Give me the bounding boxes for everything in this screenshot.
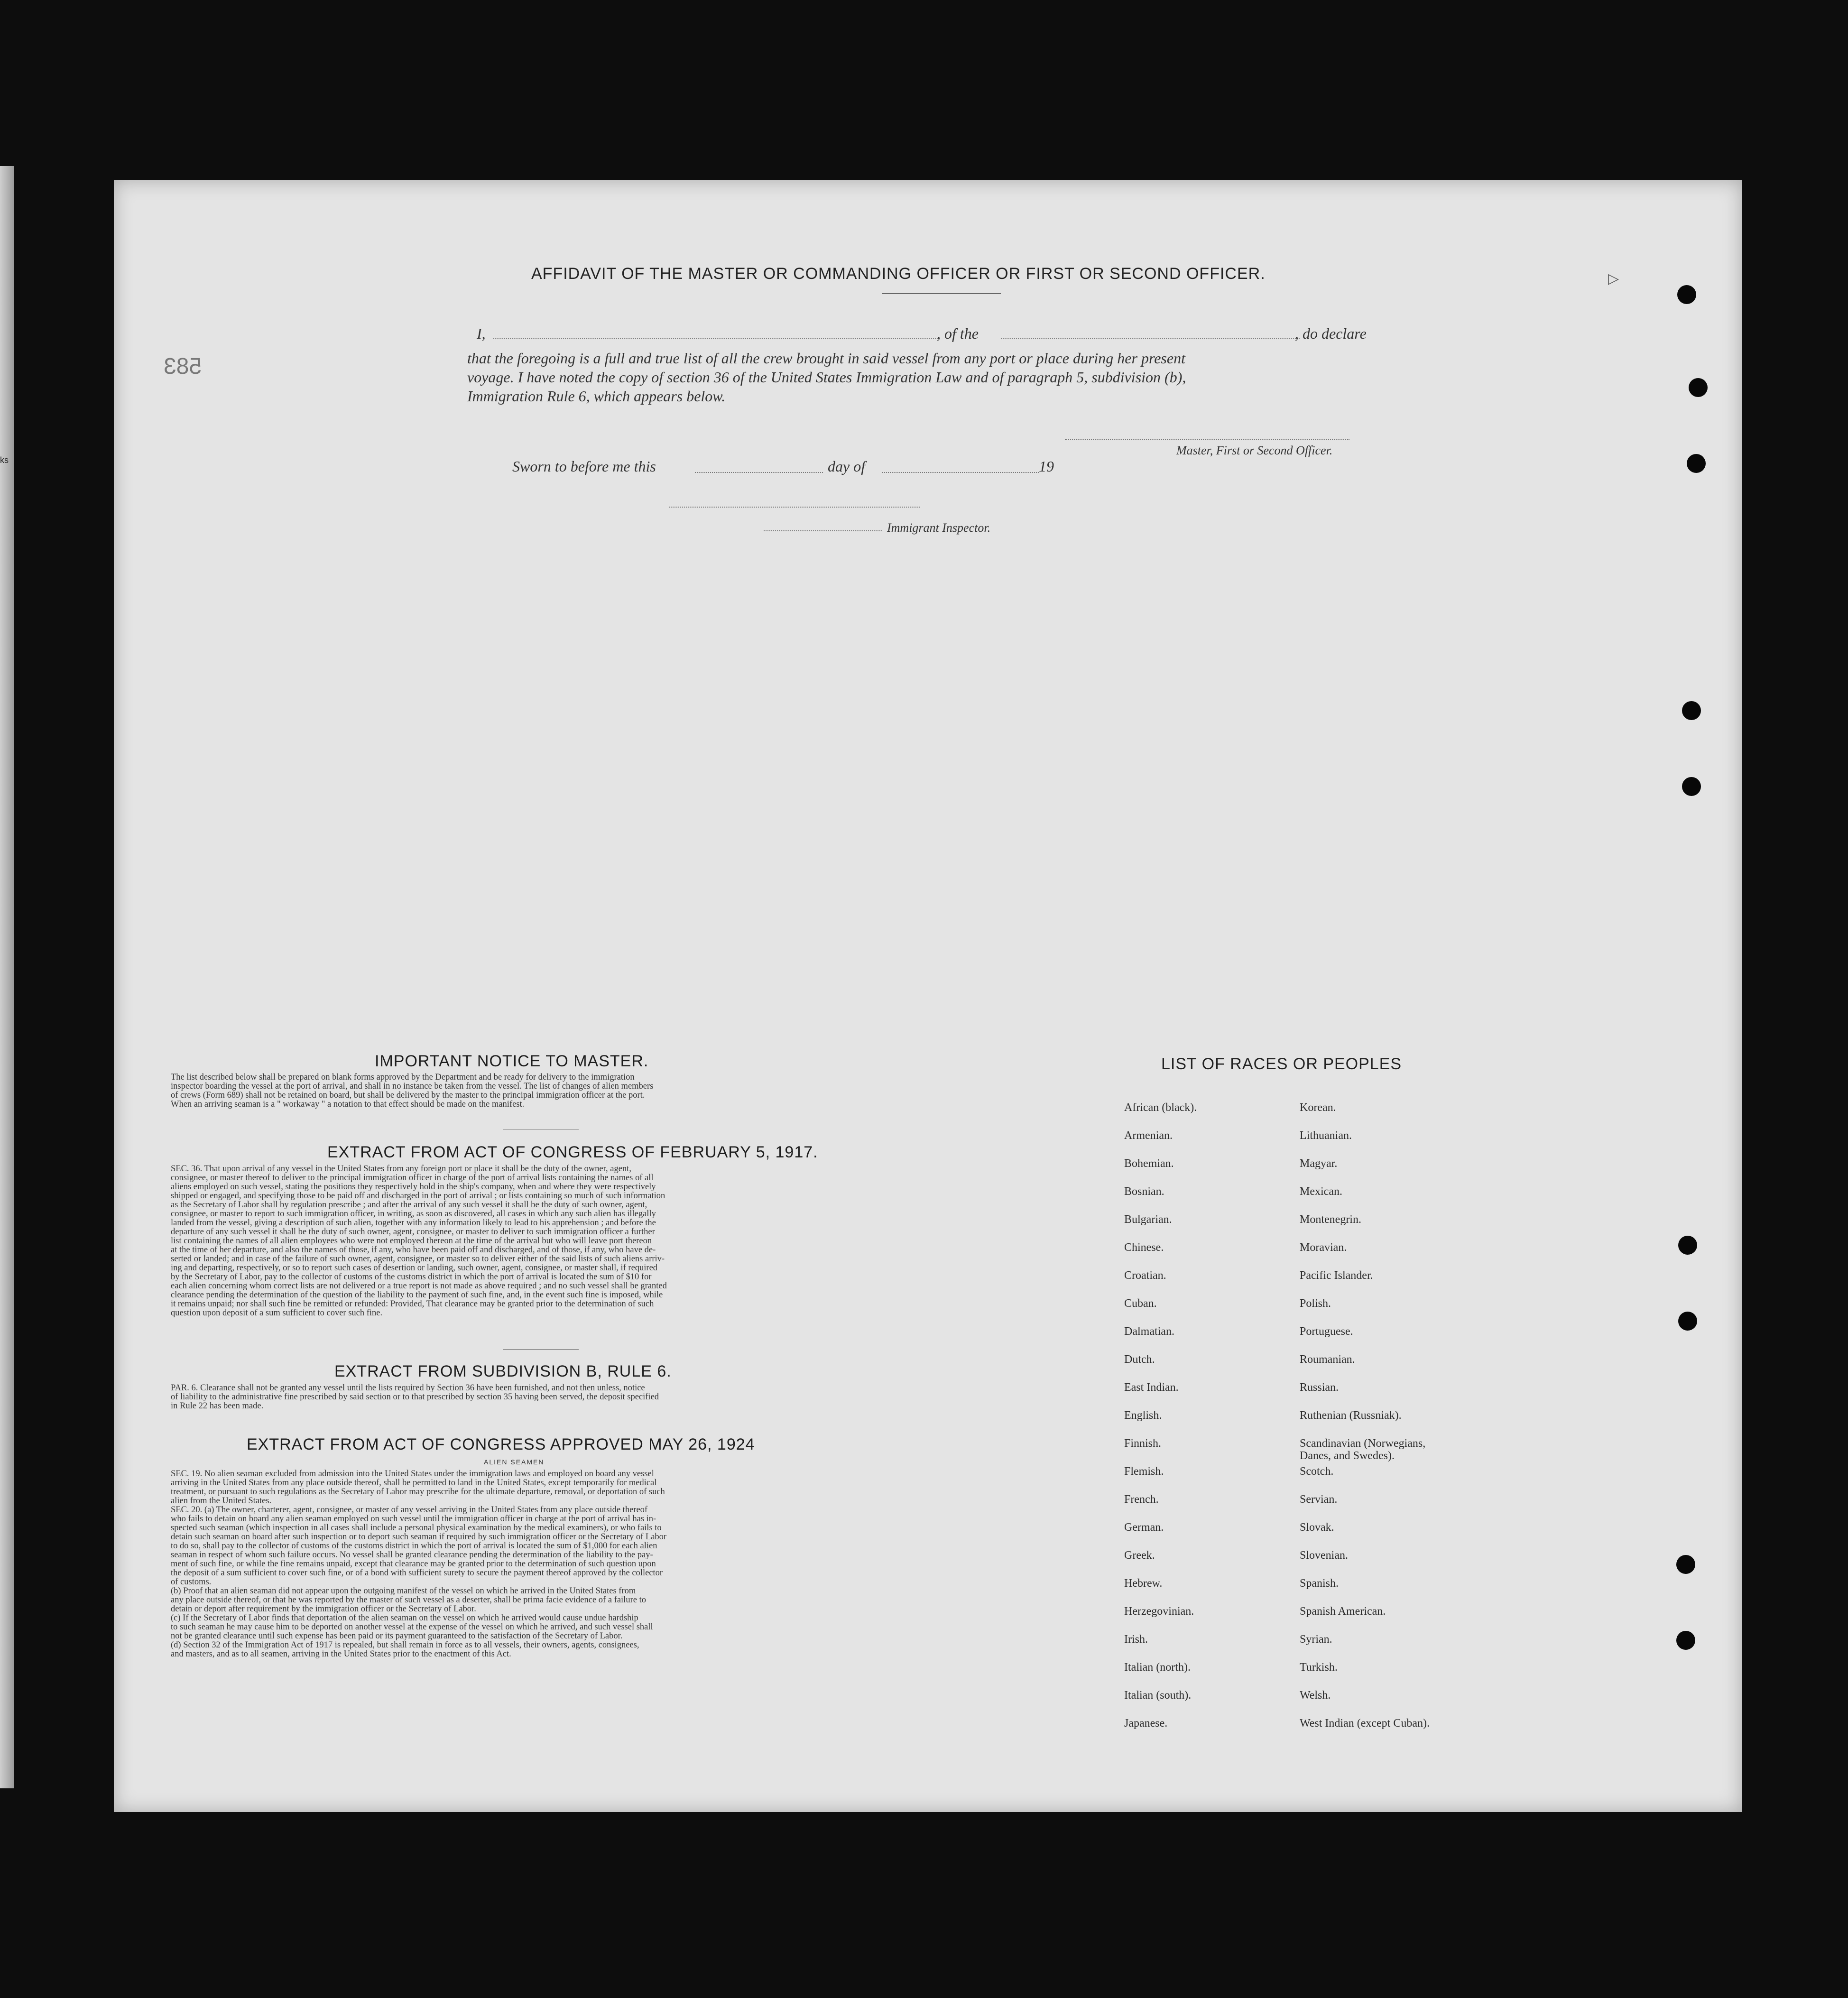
race-item: Bosnian.: [1124, 1185, 1164, 1198]
race-item: Bohemian.: [1124, 1157, 1174, 1170]
punch-hole: [1689, 378, 1708, 397]
affidavit-declare: , do declare: [1295, 325, 1367, 342]
race-item: Bulgarian.: [1124, 1213, 1172, 1226]
rule-6-body: PAR. 6. Clearance shall not be granted any vessel until the lists required by Section 36 have been furnished, and not then unless, notice of liability to the administrative fine prescribed by said section or to that prescribed by section 35 having been served, the deposit specified in Rule 22 has been made.: [171, 1383, 659, 1411]
race-item: Magyar.: [1300, 1157, 1338, 1170]
race-item: French.: [1124, 1493, 1159, 1506]
name-blank: [493, 338, 939, 339]
race-item: Cuban.: [1124, 1297, 1157, 1310]
race-item: Hebrew.: [1124, 1577, 1163, 1590]
master-signature-line: [1065, 439, 1349, 440]
adjacent-page-text: ks: [0, 455, 9, 465]
inspector-line-upper: [669, 507, 920, 508]
inspector-line: [764, 530, 882, 531]
race-item: Armenian.: [1124, 1129, 1173, 1142]
race-item: Korean.: [1300, 1101, 1336, 1114]
race-item: Syrian.: [1300, 1633, 1332, 1646]
race-item: Japanese.: [1124, 1717, 1168, 1730]
races-title: LIST OF RACES OR PEOPLES: [1161, 1055, 1402, 1073]
race-item: Russian.: [1300, 1381, 1339, 1394]
page-number-stamp: 583: [164, 354, 202, 379]
race-item: English.: [1124, 1409, 1162, 1422]
race-item: Herzegovinian.: [1124, 1605, 1194, 1618]
master-signature-label: Master, First or Second Officer.: [1176, 444, 1333, 457]
race-item: German.: [1124, 1521, 1164, 1534]
race-item: Chinese.: [1124, 1241, 1164, 1254]
rule-6-title: EXTRACT FROM SUBDIVISION B, RULE 6.: [334, 1362, 672, 1380]
punch-hole: [1676, 1555, 1695, 1574]
race-item: Slovenian.: [1300, 1549, 1348, 1562]
affidavit-line-4: Immigration Rule 6, which appears below.: [467, 388, 726, 405]
race-item: Italian (south).: [1124, 1689, 1192, 1702]
affidavit-of-the: , of the: [937, 325, 979, 342]
affidavit-line-3: voyage. I have noted the copy of section 36 of the United States Immigration Law and of paragraph 5, subdivision (b),: [467, 369, 1186, 386]
extract-1917-divider: [503, 1349, 579, 1350]
race-item: Spanish American.: [1300, 1605, 1386, 1618]
affidavit-title: AFFIDAVIT OF THE MASTER OR COMMANDING OFFICER OR FIRST OR SECOND OFFICER.: [531, 265, 1266, 283]
race-item: Ruthenian (Russniak).: [1300, 1409, 1402, 1422]
race-item: Lithuanian.: [1300, 1129, 1352, 1142]
race-item: Montenegrin.: [1300, 1213, 1361, 1226]
race-item: West Indian (except Cuban).: [1300, 1717, 1430, 1730]
race-item: Slovak.: [1300, 1521, 1334, 1534]
vessel-blank: [1001, 338, 1300, 339]
extract-1917-title: EXTRACT FROM ACT OF CONGRESS OF FEBRUARY 5, 1917.: [327, 1143, 818, 1161]
races-column-1: [1124, 1101, 1197, 1745]
race-item: Spanish.: [1300, 1577, 1339, 1590]
affidavit-line-2: that the foregoing is a full and true list of all the crew brought in said vessel from any port or place during her present: [467, 350, 1185, 367]
race-item: East Indian.: [1124, 1381, 1179, 1394]
inspector-label: Immigrant Inspector.: [887, 521, 991, 535]
punch-hole: [1678, 1312, 1697, 1331]
punch-hole: [1676, 1631, 1695, 1650]
extract-1924-body: SEC. 19. No alien seaman excluded from admission into the United States under the immigration laws and employed on board any vessel arriving in the United States from any place outside thereof, shall be permitted to land in the United States, except temporarily for medical treatment, or pursuant to such regulations as the Secretary of Labor may prescribe for the ultimate departure, removal, or deportation of such alien from the United States. SEC. 20. (a) The owner, charterer, agent, consignee, or master of any vessel arriving in the United States from any place outside thereof who fails to detain on board any alien seaman employed on such vessel until the immigration officer in charge at the port of arrival has in- spected such seaman (which inspection in all cases shall include a personal physical examination by the medical examiners), or who fails to detain such seaman on board after such inspection or to deport such seaman if required by such immigration officer or the Secretary of Labor to do so, shall pay to the collector of customs of the customs district in which the port of arrival is located the sum of $1,000 for each alien seaman in respect of whom such failure occurs. No vessel shall be granted clearance pending the determination of the liability to the pay- ment of such fine, or while the fine remains unpaid, except that clearance may be granted prior to the determination of such question upon the deposit of a sum sufficient to cover such fine, or of a bond with sufficient surety to secure the payment thereof approved by the collector of customs. (b) Proof that an alien seaman did not appear upon the outgoing manifest of the vessel on which he arrived in the United States from any place outside thereof, or that he was reported by the master of such vessel as a deserter, shall be prima facie evidence of a failure to detain or deport after requirement by the immigration officer or the Secretary of Labor. (c) If the Secretary of Labor finds that deportation of the alien seaman on the vessel on which he arrived would cause undue hardship to such seaman he may cause him to be deported on another vessel at the expense of the vessel on which he arrived, and such vessel shall not be granted clearance until such expense has been paid or its payment guaranteed to the satisfaction of the Secretary of Labor. (d) Section 32 of the Immigration Act of 1917 is repealed, but shall remain in force as to all vessels, their owners, agents, consignees, and masters, and as to all seamen, arriving in the United States prior to the enactment of this Act.: [171, 1469, 667, 1659]
day-of-text: day of: [828, 458, 866, 475]
race-item: Scotch.: [1300, 1465, 1334, 1478]
race-item: Polish.: [1300, 1297, 1331, 1310]
race-item: Moravian.: [1300, 1241, 1347, 1254]
race-item: Greek.: [1124, 1549, 1155, 1562]
races-column-2: [1300, 1101, 1430, 1745]
race-item: Italian (north).: [1124, 1661, 1191, 1674]
punch-hole: [1682, 777, 1701, 796]
race-item: Irish.: [1124, 1633, 1148, 1646]
punch-hole: [1677, 285, 1696, 304]
sworn-month-blank: [882, 472, 1039, 473]
race-item: Roumanian.: [1300, 1353, 1355, 1366]
year-text: 19: [1039, 458, 1054, 475]
race-item: Croatian.: [1124, 1269, 1166, 1282]
notice-body: The list described below shall be prepared on blank forms approved by the Department and be ready for delivery to the immigration inspector boarding the vessel at the port of arrival, and shall in no instance be taken from the vessel. The list of changes of alien members of crews (Form 689) shall not be retained on board, but shall be delivered by the master to the principal immigration officer at the port. When an arriving seaman is a " workaway " a notation to that effect should be made on the manifest.: [171, 1073, 654, 1109]
title-underline: [882, 293, 1001, 294]
race-item: Turkish.: [1300, 1661, 1338, 1674]
race-item: Pacific Islander.: [1300, 1269, 1373, 1282]
punch-hole: [1687, 454, 1706, 473]
notice-title: IMPORTANT NOTICE TO MASTER.: [375, 1052, 649, 1070]
punch-hole: [1678, 1236, 1697, 1255]
race-item: Portuguese.: [1300, 1325, 1353, 1338]
punch-hole: [1682, 701, 1701, 720]
adjacent-page-edge: [0, 166, 14, 1788]
race-item: African (black).: [1124, 1101, 1197, 1114]
race-item: Flemish.: [1124, 1465, 1164, 1478]
sworn-day-blank: [695, 472, 823, 473]
affidavit-i: I,: [477, 325, 486, 342]
corner-mark: ▷: [1608, 271, 1619, 287]
extract-1917-body: SEC. 36. That upon arrival of any vessel in the United States from any foreign port or place it shall be the duty of the owner, agent, consignee, or master thereof to deliver to the principal immigration officer in charge of the port of arrival lists containing the names of all aliens employed on such vessel, stating the positions they respectively hold in the ship's company, when and where they were respectively shipped or engaged, and specifying those to be paid off and discharged in the port of arrival ; or lists containing so much of such information as the Secretary of Labor shall by regulation prescribe ; and after the arrival of any such vessel it shall be the duty of such owner, agent, consignee, or master to report to such immigration officer, in writing, as soon as discovered, all cases in which any such alien has illegally landed from the vessel, giving a description of such alien, together with any information likely to lead to his apprehension ; and before the departure of any such vessel it shall be the duty of such owner, agent, consignee, or master to deliver to such immigration officer a further list containing the names of all alien employees who were not employed thereon at the time of the arrival but who will leave port thereon at the time of her departure, and also the names of those, if any, who have been paid off and discharged, and of those, if any, who have de- serted or landed; and in case of the failure of such owner, agent, consignee, or master so to deliver either of the said lists of such aliens arriv- ing and departing, respectively, or so to report such cases of desertion or landing, such owner, agent, consignee, or master shall, if required by the Secretary of Labor, pay to the collector of customs of the customs district in which the port of arrival is located the sum of $10 for each alien concerning whom correct lists are not delivered or a true report is not made as above required ; and no such vessel shall be granted clearance pending the determination of the question of the liability to the payment of such fine, and, in the event such fine is imposed, while it remains unpaid; nor shall such fine be remitted or refunded: Provided, That clearance may be granted prior to the determination of such question upon deposit of a sum sufficient to cover such fine.: [171, 1164, 667, 1318]
race-item: Finnish.: [1124, 1437, 1162, 1450]
race-item: Mexican.: [1300, 1185, 1342, 1198]
race-item: Scandinavian (Norwegians, Danes, and Swedes).: [1300, 1437, 1426, 1462]
race-item: Dalmatian.: [1124, 1325, 1174, 1338]
race-item: Dutch.: [1124, 1353, 1155, 1366]
extract-1924-subtitle: ALIEN SEAMEN: [484, 1458, 545, 1466]
extract-1924-title: EXTRACT FROM ACT OF CONGRESS APPROVED MAY 26, 1924: [247, 1435, 755, 1453]
race-item: Servian.: [1300, 1493, 1338, 1506]
race-item: Welsh.: [1300, 1689, 1331, 1702]
sworn-text: Sworn to before me this: [512, 458, 656, 475]
